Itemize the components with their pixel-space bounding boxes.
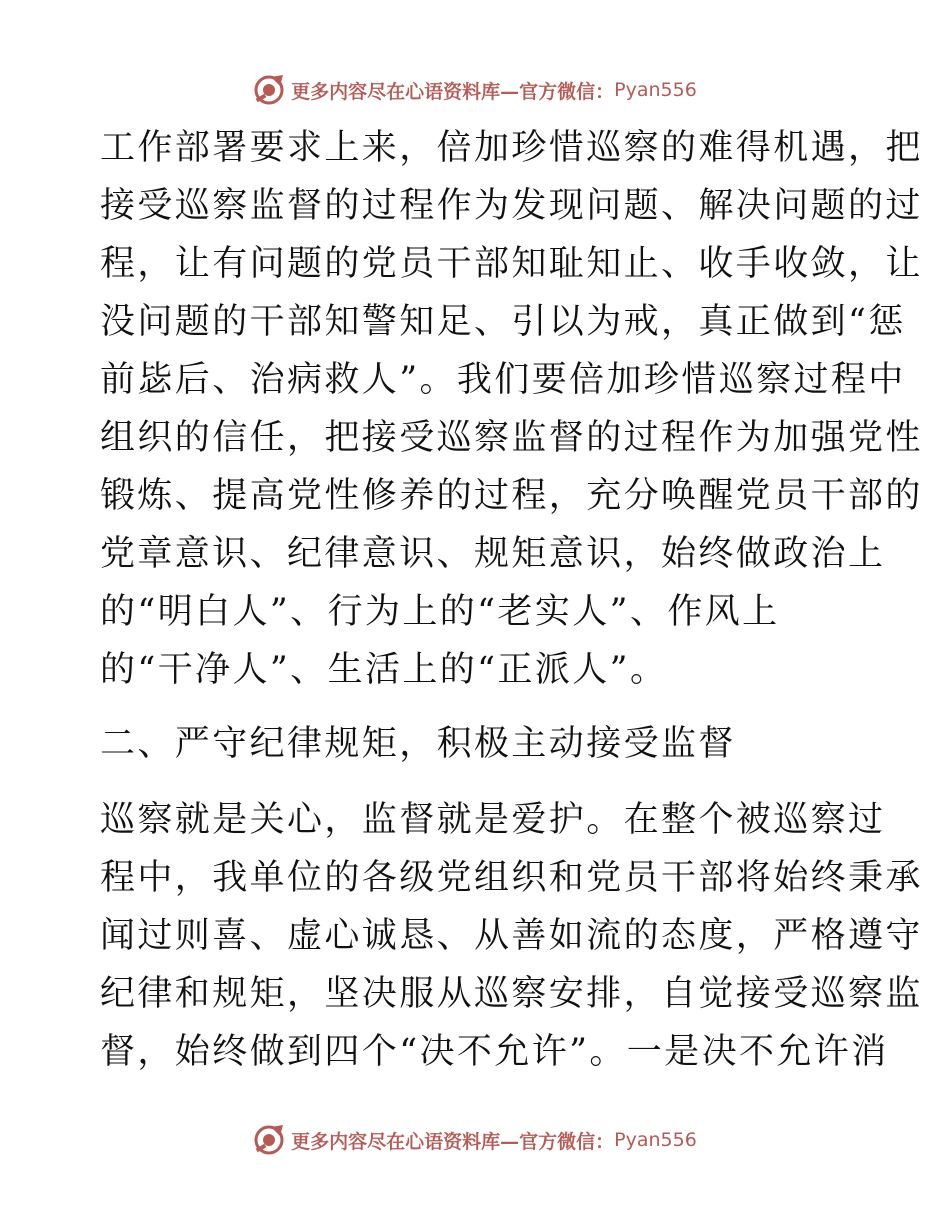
footer-wechat-id: Pyan556 xyxy=(614,1129,697,1151)
footer-banner-text: 更多内容尽在心语资料库—官方微信： xyxy=(291,1130,615,1153)
body-line: 巡察就是关心，监督就是爱护。在整个被巡察过 xyxy=(100,800,886,840)
logo-icon xyxy=(253,74,285,106)
body-line: 程，让有问题的党员干部知耻知止、收手收敛，让 xyxy=(100,244,923,284)
footer-banner xyxy=(0,1122,950,1158)
body-line: 的“明白人”、行为上的“老实人”、作风上 xyxy=(100,592,780,632)
section-heading: 二、严守纪律规矩，积极主动接受监督 xyxy=(100,724,736,764)
header-wechat-id: Pyan556 xyxy=(614,79,697,101)
body-line: 纪律和规矩，坚决服从巡察安排，自觉接受巡察监 xyxy=(100,974,923,1014)
body-line: 接受巡察监督的过程作为发现问题、解决问题的过 xyxy=(100,186,923,226)
header-banner-text: 更多内容尽在心语资料库—官方微信： xyxy=(291,80,615,103)
body-line: 没问题的干部知警知足、引以为戒，真正做到“惩 xyxy=(100,302,906,342)
body-line: 督，始终做到四个“决不允许”。一是决不允许消 xyxy=(100,1032,889,1072)
logo-icon xyxy=(253,1124,285,1156)
header-banner xyxy=(0,72,950,108)
body-line: 的“干净人”、生活上的“正派人”。 xyxy=(100,650,668,690)
body-line: 前毖后、治病救人”。我们要倍加珍惜巡察过程中 xyxy=(100,360,906,400)
body-line: 锻炼、提高党性修养的过程，充分唤醒党员干部的 xyxy=(100,476,923,516)
body-line: 工作部署要求上来，倍加珍惜巡察的难得机遇，把 xyxy=(100,128,923,168)
body-line: 闻过则喜、虚心诚恳、从善如流的态度，严格遵守 xyxy=(100,916,923,956)
body-line: 程中，我单位的各级党组织和党员干部将始终秉承 xyxy=(100,858,923,898)
body-line: 组织的信任，把接受巡察监督的过程作为加强党性 xyxy=(100,418,923,458)
body-line: 党章意识、纪律意识、规矩意识，始终做政治上 xyxy=(100,534,886,574)
